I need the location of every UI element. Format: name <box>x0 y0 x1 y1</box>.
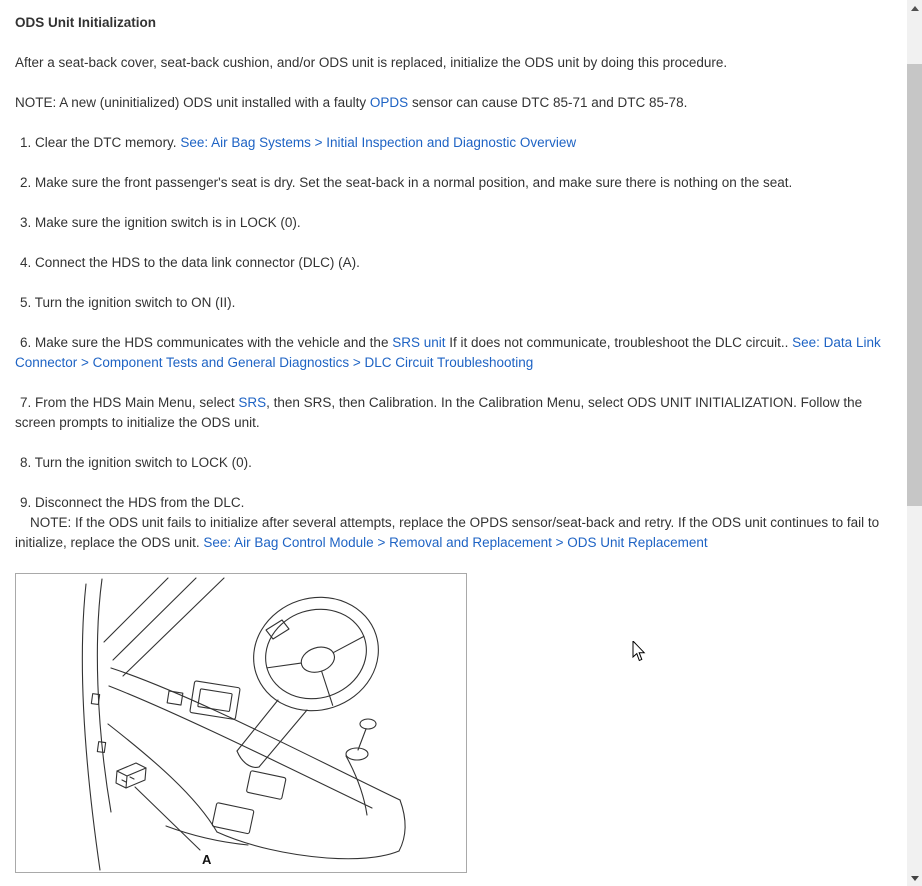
note1-text-after: sensor can cause DTC 85-71 and DTC 85-78. <box>408 95 688 110</box>
scroll-down-icon <box>911 876 919 881</box>
scrollbar-thumb[interactable] <box>907 64 922 506</box>
intro-paragraph: After a seat-back cover, seat-back cushion, and/or ODS unit is replaced, initialize the ODS unit by doing this procedure. <box>15 55 728 70</box>
step-text: Make sure the front passenger's seat is dry. Set the seat-back in a normal position, and make sure there is nothing on the seat. <box>35 175 793 190</box>
step-number: 3. <box>20 215 32 230</box>
step-6 <box>15 333 889 373</box>
link-dlc-circuit-troubleshooting[interactable]: See: Data Link Connector > Component Tests and General Diagnostics > DLC Circuit Troubleshooting <box>15 335 881 370</box>
step-text: If it does not communicate, troubleshoot the DLC circuit.. <box>445 335 793 350</box>
step-4 <box>15 253 889 273</box>
scroll-down-button[interactable] <box>907 870 922 886</box>
step-number: 5. <box>20 295 32 310</box>
vertical-scrollbar[interactable] <box>907 0 922 886</box>
step-3 <box>15 213 889 233</box>
step-text: Turn the ignition switch to ON (II). <box>34 295 236 310</box>
step-number: 1. <box>20 135 32 150</box>
link-ods-unit-replacement[interactable]: See: Air Bag Control Module > Removal and Replacement > ODS Unit Replacement <box>203 535 708 550</box>
step-number: 9. <box>20 495 32 510</box>
step-number: 8. <box>20 455 32 470</box>
link-opds[interactable]: OPDS <box>369 95 409 110</box>
link-initial-inspection-overview[interactable]: See: Air Bag Systems > Initial Inspection and Diagnostic Overview <box>180 135 577 150</box>
mouse-cursor <box>632 641 646 663</box>
step-number: 4. <box>20 255 32 270</box>
figure-callout-a: A <box>202 852 212 867</box>
scroll-up-button[interactable] <box>907 0 922 16</box>
step-text: Clear the DTC memory. <box>35 135 181 150</box>
step-number: 7. <box>20 395 32 410</box>
dlc-location-figure <box>15 573 467 873</box>
step-number: 6. <box>20 335 32 350</box>
step-number: 2. <box>20 175 32 190</box>
step-text: Make sure the HDS communicates with the vehicle and the <box>35 335 393 350</box>
step-1 <box>15 133 889 153</box>
link-srs[interactable]: SRS <box>238 395 267 410</box>
scroll-up-icon <box>911 6 919 11</box>
dashboard-illustration <box>16 574 466 872</box>
step-9 <box>15 493 889 513</box>
step-text: Turn the ignition switch to LOCK (0). <box>34 455 252 470</box>
step-text: From the HDS Main Menu, select <box>35 395 239 410</box>
link-srs-unit[interactable]: SRS unit <box>392 335 446 350</box>
note1-text-before: NOTE: A new (uninitialized) ODS unit installed with a faulty <box>15 95 370 110</box>
note2-text: NOTE: If the ODS unit fails to initialize after several attempts, replace the OPDS sensor/seat-back and retry. If the ODS unit continues to fail to initialize, replace the ODS unit. <box>15 515 880 550</box>
note2-paragraph <box>15 513 889 553</box>
note1-paragraph <box>15 93 889 113</box>
page-title: ODS Unit Initialization <box>15 15 156 30</box>
step-8 <box>15 453 889 473</box>
step-text: Disconnect the HDS from the DLC. <box>35 495 245 510</box>
step-7 <box>15 393 889 433</box>
step-text: Connect the HDS to the data link connector (DLC) (A). <box>35 255 360 270</box>
step-2 <box>15 173 889 193</box>
step-text: Make sure the ignition switch is in LOCK (0). <box>35 215 301 230</box>
step-text: , then SRS, then Calibration. In the Calibration Menu, select ODS UNIT INITIALIZATION. Follow the screen prompts to initialize the ODS unit. <box>15 395 863 430</box>
step-5 <box>15 293 889 313</box>
